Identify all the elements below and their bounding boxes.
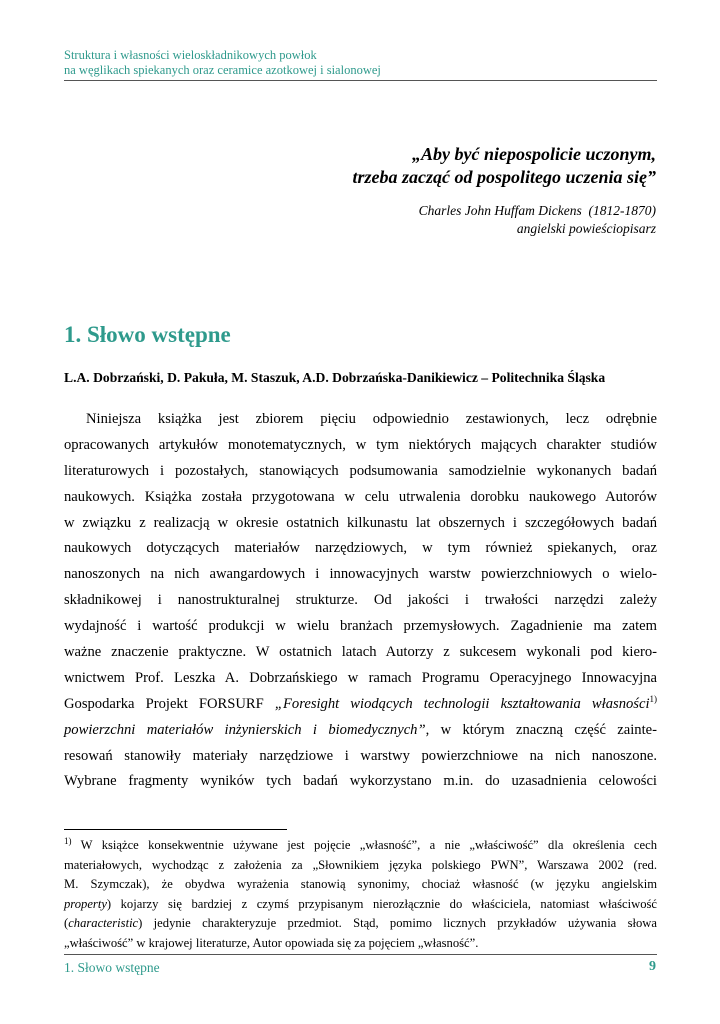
page-number: 9 — [649, 959, 656, 974]
footnote-line: M. Szymczak), że obydwa wyrażenia stanowią synonimy, chociaż własność (w języku angielskim — [64, 877, 657, 891]
epigraph-quote-line-2: trzeba zacząć od pospolitego uczenia się” — [352, 167, 656, 187]
body-line: w związku z realizacją w okresie ostatnich kilkunastu lat obszernych i szczegółowych badań — [64, 514, 657, 531]
body-line: Wybrane fragmenty wyników tych badań wykorzystano m.in. do uzasadnienia celowości — [64, 773, 657, 790]
project-title-start: „Foresight wiodących technologii kształtowania własności — [274, 695, 650, 712]
header-rule — [64, 80, 657, 81]
body-line: wydajność i wartość produkcji w wielu branżach przemysłowych. Zagadnienie ma zatem — [64, 618, 657, 635]
body-line: ważne znaczenie praktyczne. W ostatnich latach Autorzy z sukcesem wykonali pod kiero- — [64, 644, 657, 661]
body-line: składnikowej i nanostrukturalnej strukturze. Od jakości i trwałości narzędzi zależy — [64, 592, 657, 609]
footnote-line: „właściwość” w krajowej literaturze, Autor opowiada się za pojęciem „własność”. — [64, 935, 479, 950]
chapter-title: 1. Słowo wstępne — [64, 322, 231, 347]
body-line: naukowych dotyczących materiałów narzędziowych, w tym również spiekanych, oraz — [64, 540, 657, 557]
body-line: literaturowych i pozostałych, stanowiących podsumowania samodzielnie wykonanych badań — [64, 462, 657, 479]
running-header — [64, 48, 657, 78]
project-label: Gospodarka Projekt FORSURF — [64, 695, 275, 712]
body-paragraph — [64, 407, 657, 795]
footnote-line: $^{1)}$ W książce konsekwentnie używane jest pojęcie „własność”, a nie „właściwość” dla określenia cech — [64, 835, 657, 852]
footnote-marker: 1) — [64, 835, 72, 846]
footer-section-title: 1. Słowo wstępne — [64, 960, 160, 975]
footnote-line: property) kojarzy się bardziej z czymś przypisanym nierozłącznie do właściciela, natomiast właściwość — [64, 896, 657, 911]
body-line: Niniejsza książka jest zbiorem pięciu odpowiednio zestawionych, lecz odrębnie — [86, 411, 657, 427]
chapter-authors: L.A. Dobrzański, D. Pakuła, M. Staszuk, A.D. Dobrzańska-Danikiewicz – Politechnika Śląska — [64, 370, 606, 385]
project-title-end: powierzchni materiałów inżynierskich i biomedycznych” — [64, 721, 426, 738]
running-header-line-2: na węglikach spiekanych oraz ceramice azotkowej i sialonowej — [64, 63, 381, 77]
body-line — [64, 692, 657, 718]
term-characteristic: characteristic — [68, 916, 139, 930]
epigraph-quote-line-1: „Aby być niepospolicie uczonym, — [412, 144, 656, 164]
epigraph — [353, 143, 657, 238]
term-property: property — [64, 896, 107, 911]
footnote-rule — [64, 829, 287, 830]
epigraph-author: Charles John Huffam Dickens (1812-1870) — [418, 203, 656, 218]
body-line: nanoszonych na nich awangardowych i innowacyjnych warstw powierzchniowych o wielo- — [64, 566, 657, 583]
body-line: naukowych. Książka została przygotowana w celu utrwalenia dorobku naukowego Autorów — [64, 488, 657, 505]
footer-rule — [64, 954, 657, 955]
footnote — [64, 836, 657, 953]
running-header-line-1: Struktura i własności wieloskładnikowych powłok — [64, 48, 317, 62]
body-line: wnictwem Prof. Leszka A. Dobrzańskiego w ramach Programu Operacyjnego Innowacyjna — [64, 669, 657, 686]
body-line: opracowanych artykułów monotematycznych, w tym niektórych mających charakter studiów — [64, 436, 657, 453]
footnote-line: (characteristic) jedynie charakteryzuje przedmiot. Stąd, pomimo licznych przykładów używania słowa — [64, 916, 657, 930]
body-line — [64, 718, 657, 744]
body-line: resowań stanowiły materiały narzędziowe i warstwy powierzchniowe na nich nanoszone. — [64, 747, 657, 764]
footnote-reference: 1) — [649, 693, 658, 704]
body-line-continuation: , w którym znaczną część zainte- — [425, 721, 657, 738]
footnote-line: materiałowych, wychodząc z założenia za „Słownikiem języka polskiego PWN”, Warszawa 2002 (red. — [64, 857, 657, 872]
epigraph-author-description: angielski powieściopisarz — [516, 221, 656, 236]
